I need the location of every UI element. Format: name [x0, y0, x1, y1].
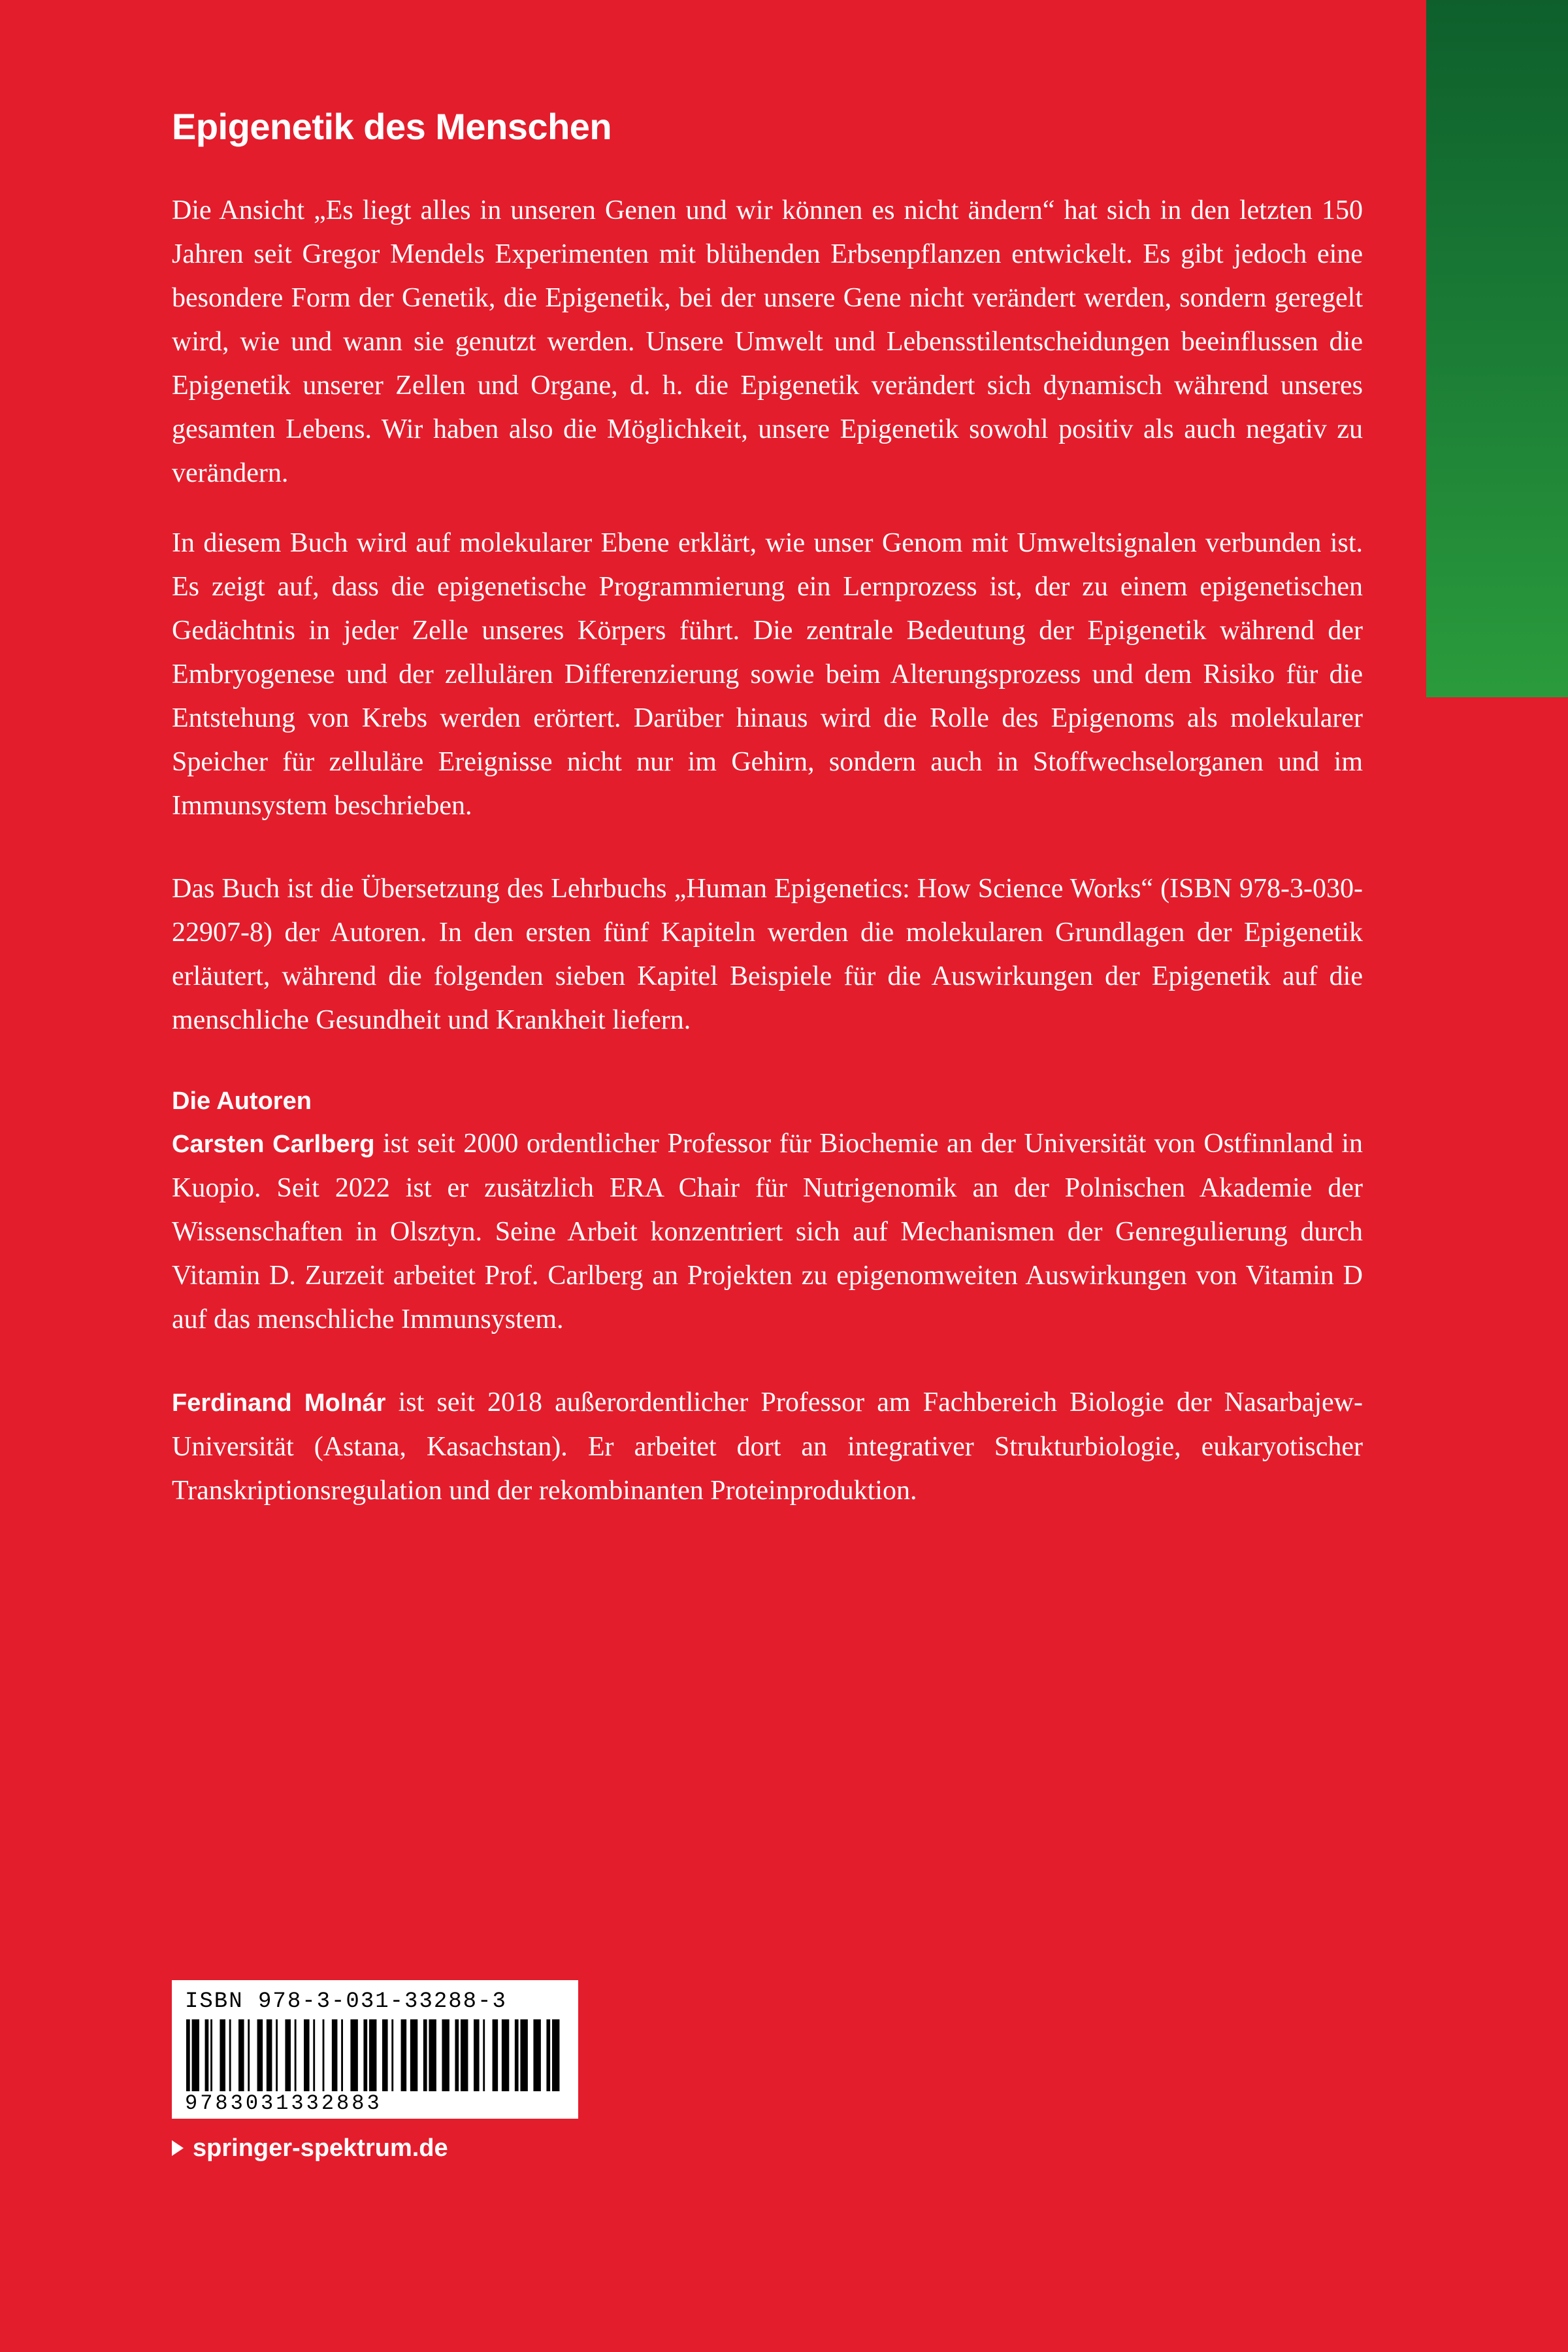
- barcode-bar: [205, 2019, 209, 2091]
- barcode-bar: [502, 2019, 509, 2091]
- author-text-molnar: ist seit 2018 außerordentlicher Professor am Fachbereich Biologie der Nasarbajew-Universität (Astana, Kasachstan). Er arbeitet dort an integrativer Strukturbiologie, eukaryotischer Transkriptionsregulation und der rekombinanten Proteinproduktion.: [172, 1387, 1363, 1506]
- barcode-bar: [483, 2019, 485, 2091]
- author-bio-molnar: [172, 1381, 1363, 1513]
- barcode-bar: [238, 2019, 244, 2091]
- barcode-bar: [552, 2019, 559, 2091]
- arrow-right-icon: [172, 2140, 184, 2156]
- barcode-bar: [220, 2019, 225, 2091]
- barcode-bar: [474, 2019, 480, 2091]
- barcode-digits: 9783031332883: [185, 2091, 382, 2115]
- barcode-bars: [185, 2019, 566, 2091]
- barcode-bar: [229, 2019, 231, 2091]
- barcode-bar: [257, 2019, 263, 2091]
- barcode-bar: [192, 2019, 199, 2091]
- barcode-bar: [248, 2019, 250, 2091]
- barcode-bar: [323, 2019, 325, 2091]
- author-name-molnar: Ferdinand Molnár: [172, 1389, 386, 1417]
- barcode-bar: [363, 2019, 367, 2091]
- book-title: Epigenetik des Menschen: [172, 106, 612, 147]
- author-name-carlberg: Carsten Carlberg: [172, 1131, 375, 1159]
- barcode-bar: [423, 2019, 427, 2091]
- isbn-label: ISBN 978-3-031-33288-3: [185, 1989, 507, 2014]
- isbn-barcode: [172, 1980, 578, 2119]
- barcode-bar: [210, 2019, 212, 2091]
- authors-heading: Die Autoren: [172, 1087, 312, 1116]
- description-paragraph-1: Die Ansicht „Es liegt alles in unseren Genen und wir können es nicht ändern“ hat sich in den letzten 150 Jahren seit Gregor Mendels Experimenten mit blühenden Erbsenpflanzen entwickelt. Es gibt jedoch eine besondere Form der Genetik, die Epigenetik, bei der unsere Gene nicht verändert werden, sondern geregelt wird, wie und wann sie genutzt werden. Unsere Umwelt und Lebensstilentscheidungen beeinflussen die Epigenetik unserer Zellen und Organe, d. h. die Epigenetik verändert sich dynamisch während unseres gesamten Lebens. Wir haben also die Möglichkeit, unsere Epigenetik sowohl positiv als auch negativ zu verändern.: [172, 195, 1363, 489]
- barcode-bar: [332, 2019, 338, 2091]
- barcode-bar: [429, 2019, 436, 2091]
- barcode-bar: [410, 2019, 417, 2091]
- barcode-bar: [515, 2019, 519, 2091]
- barcode-bar: [267, 2019, 272, 2091]
- website-label: springer-spektrum.de: [193, 2134, 448, 2162]
- author-bio-carlberg: [172, 1122, 1363, 1342]
- barcode-bar: [391, 2019, 393, 2091]
- publisher-website[interactable]: [172, 2132, 448, 2164]
- barcode-bar: [350, 2019, 357, 2091]
- barcode-bar: [186, 2019, 190, 2091]
- barcode-bar: [285, 2019, 291, 2091]
- barcode-bar: [520, 2019, 527, 2091]
- barcode-bar: [455, 2019, 459, 2091]
- barcode-bar: [276, 2019, 278, 2091]
- barcode-bar: [382, 2019, 388, 2091]
- barcode-bar: [295, 2019, 297, 2091]
- description-paragraph-2: In diesem Buch wird auf molekularer Ebene erklärt, wie unser Genom mit Umweltsignalen verbunden ist. Es zeigt auf, dass die epigenetische Programmierung ein Lernprozess ist, der zu einem epigenetischen Gedächtnis in jeder Zelle unseres Körpers führt. Die zentrale Bedeutung der Epigenetik während der Embryogenese und der zellulären Differenzierung sowie beim Alterungsprozess und dem Risiko für die Entstehung von Krebs werden erörtert. Darüber hinaus wird die Rolle des Epigenoms als molekularer Speicher für zelluläre Ereignisse nicht nur im Gehirn, sondern auch in Stoffwechselorganen und im Immunsystem beschrieben.: [172, 528, 1363, 821]
- barcode-bar: [304, 2019, 310, 2091]
- green-spine-tab: [1426, 0, 1568, 697]
- description-paragraph-3: Das Buch ist die Übersetzung des Lehrbuchs „Human Epigenetics: How Science Works“ (ISBN 978-3-030-22907-8) der Autoren. In den ersten fünf Kapiteln werden die molekularen Grundlagen der Epigenetik erläutert, während die folgenden sieben Kapitel Beispiele für die Auswirkungen der Epigenetik auf die menschliche Gesundheit und Krankheit liefern.: [172, 874, 1363, 1036]
- barcode-bar: [401, 2019, 407, 2091]
- barcode-bar: [313, 2019, 315, 2091]
- author-text-carlberg: ist seit 2000 ordentlicher Professor für Biochemie an der Universität von Ostfinnland in Kuopio. Seit 2022 ist er zusätzlich ERA Chair für Nutrigenomik an der Polnischen Akademie der Wissenschaften in Olsztyn. Seine Arbeit konzentriert sich auf Mechanismen der Genregulierung durch Vitamin D. Zurzeit arbeitet Prof. Carlberg an Projekten zu epigenomweiten Auswirkungen von Vitamin D auf das menschliche Immunsystem.: [172, 1129, 1363, 1335]
- barcode-bar: [546, 2019, 550, 2091]
- barcode-bar: [442, 2019, 449, 2091]
- barcode-bar: [533, 2019, 540, 2091]
- barcode-bar: [461, 2019, 468, 2091]
- barcode-bar: [493, 2019, 498, 2091]
- barcode-bar: [341, 2019, 343, 2091]
- back-cover-content: [172, 105, 1363, 1539]
- barcode-bar: [369, 2019, 376, 2091]
